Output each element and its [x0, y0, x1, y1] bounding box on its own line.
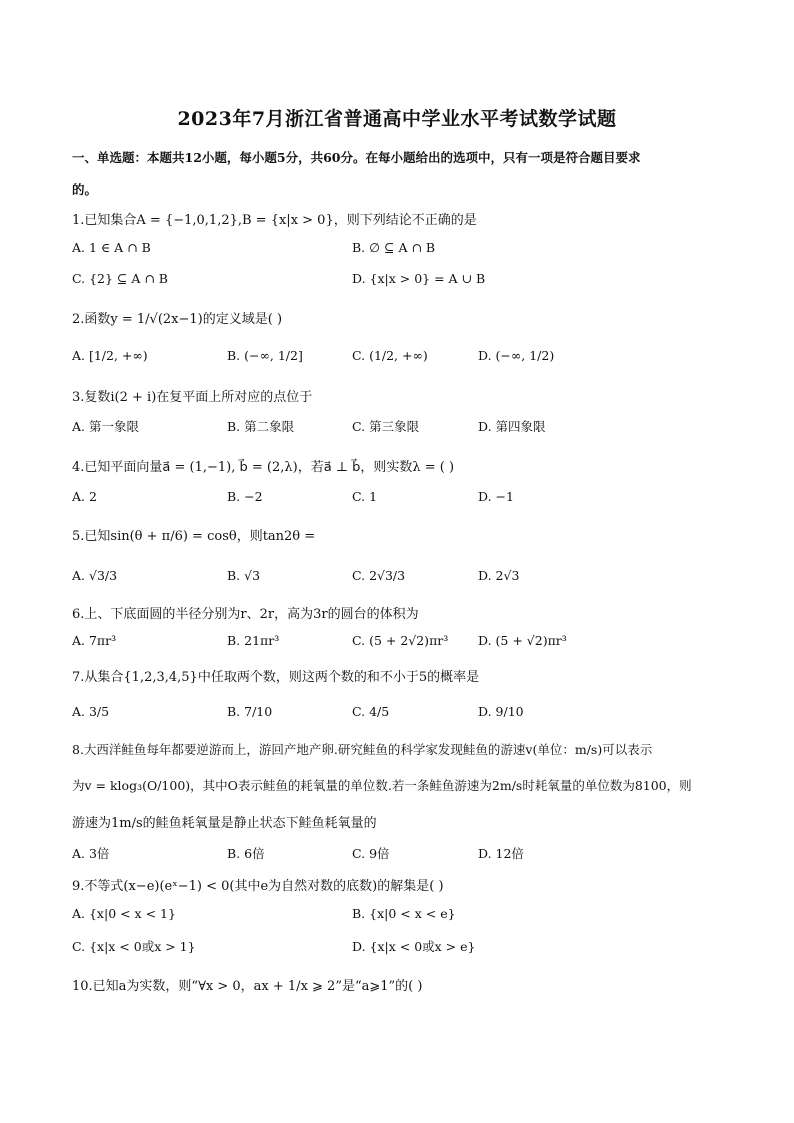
question-1-option-c: C. {2} ⊆ A ∩ B — [72, 271, 168, 286]
question-5-option-d: D. 2√3 — [478, 568, 520, 583]
question-7-option-d: D. 9/10 — [478, 704, 524, 719]
question-10-stem: 10.已知a为实数，则“∀x > 0，ax + 1/x ⩾ 2”是“a⩾1”的( ) — [72, 979, 423, 994]
question-7-stem: 7.从集合{1,2,3,4,5}中任取两个数，则这两个数的和不小于5的概率是 — [72, 670, 480, 685]
question-1-option-d: D. {x|x > 0} = A ∪ B — [352, 271, 486, 286]
question-7-option-a: A. 3/5 — [72, 704, 110, 719]
question-8-stem-line-1: 8.大西洋鲑鱼每年都要逆游而上，游回产地产卵.研究鲑鱼的科学家发现鲑鱼的游速v(单位：m/s)可以表示 — [72, 742, 653, 757]
question-3-option-d: D. 第四象限 — [478, 419, 546, 434]
question-9-option-a: A. {x|0 < x < 1} — [72, 906, 176, 921]
question-8-option-c: C. 9倍 — [352, 846, 390, 861]
question-8-option-b: B. 6倍 — [227, 846, 265, 861]
section-header-line-2: 的。 — [72, 182, 98, 197]
question-6-option-d: D. (5 + √2)πr³ — [478, 633, 567, 648]
question-4-option-a: A. 2 — [72, 489, 97, 504]
question-3-option-a: A. 第一象限 — [72, 419, 139, 434]
question-9-option-d: D. {x|x < 0或x > e} — [352, 939, 476, 954]
question-9-option-c: C. {x|x < 0或x > 1} — [72, 939, 196, 954]
question-4-option-c: C. 1 — [352, 489, 378, 504]
question-1-option-a: A. 1 ∈ A ∩ B — [72, 240, 151, 255]
question-8-stem-line-3: 游速为1m/s的鲑鱼耗氧量是静止状态下鲑鱼耗氧量的 — [72, 816, 377, 831]
section-header-line-1: 一、单选题：本题共12小题，每小题5分，共60分。在每小题给出的选项中，只有一项是符合题目要求 — [72, 150, 641, 165]
question-2-stem: 2.函数y = 1/√(2x−1)的定义域是( ) — [72, 312, 283, 327]
question-4-option-b: B. −2 — [227, 489, 263, 504]
question-5-option-b: B. √3 — [227, 568, 261, 583]
question-5-option-a: A. √3/3 — [72, 568, 118, 583]
question-3-option-c: C. 第三象限 — [352, 419, 420, 434]
question-3-option-b: B. 第二象限 — [227, 419, 295, 434]
question-5-stem: 5.已知sin(θ + π/6) = cosθ，则tan2θ = — [72, 529, 316, 544]
question-7-option-c: C. 4/5 — [352, 704, 390, 719]
question-9-stem: 9.不等式(x−e)(eˣ−1) < 0(其中e为自然对数的底数)的解集是( ) — [72, 879, 444, 894]
question-6-option-b: B. 21πr³ — [227, 633, 280, 648]
question-8-option-d: D. 12倍 — [478, 846, 524, 861]
question-1-option-b: B. ∅ ⊆ A ∩ B — [352, 240, 436, 255]
question-3-stem: 3.复数i(2 + i)在复平面上所对应的点位于 — [72, 390, 313, 405]
question-1-stem: 1.已知集合A = {−1,0,1,2},B = {x|x > 0}，则下列结论不正确的是 — [72, 213, 477, 228]
question-6-stem: 6.上、下底面圆的半径分别为r、2r，高为3r的圆台的体积为 — [72, 607, 419, 622]
question-2-option-b: B. (−∞, 1/2] — [227, 348, 303, 363]
question-6-option-a: A. 7πr³ — [72, 633, 117, 648]
question-4-option-d: D. −1 — [478, 489, 514, 504]
question-8-stem-line-2: 为v = klog₃(O/100)，其中O表示鲑鱼的耗氧量的单位数.若一条鲑鱼游速为2m/s时耗氧量的单位数为8100，则 — [72, 778, 692, 793]
question-2-option-c: C. (1/2, +∞) — [352, 348, 428, 363]
question-6-option-c: C. (5 + 2√2)πr³ — [352, 633, 449, 648]
question-9-option-b: B. {x|0 < x < e} — [352, 906, 456, 921]
exam-title: 2023年7月浙江省普通高中学业水平考试数学试题 — [177, 108, 617, 130]
question-2-option-d: D. (−∞, 1/2) — [478, 348, 555, 363]
question-4-stem: 4.已知平面向量a⃗ = (1,−1), b⃗ = (2,λ)，若a⃗ ⊥ b⃗，则实数λ = ( ) — [72, 460, 455, 475]
question-2-option-a: A. [1/2, +∞) — [72, 348, 148, 363]
question-8-option-a: A. 3倍 — [72, 846, 110, 861]
question-7-option-b: B. 7/10 — [227, 704, 273, 719]
question-5-option-c: C. 2√3/3 — [352, 568, 406, 583]
